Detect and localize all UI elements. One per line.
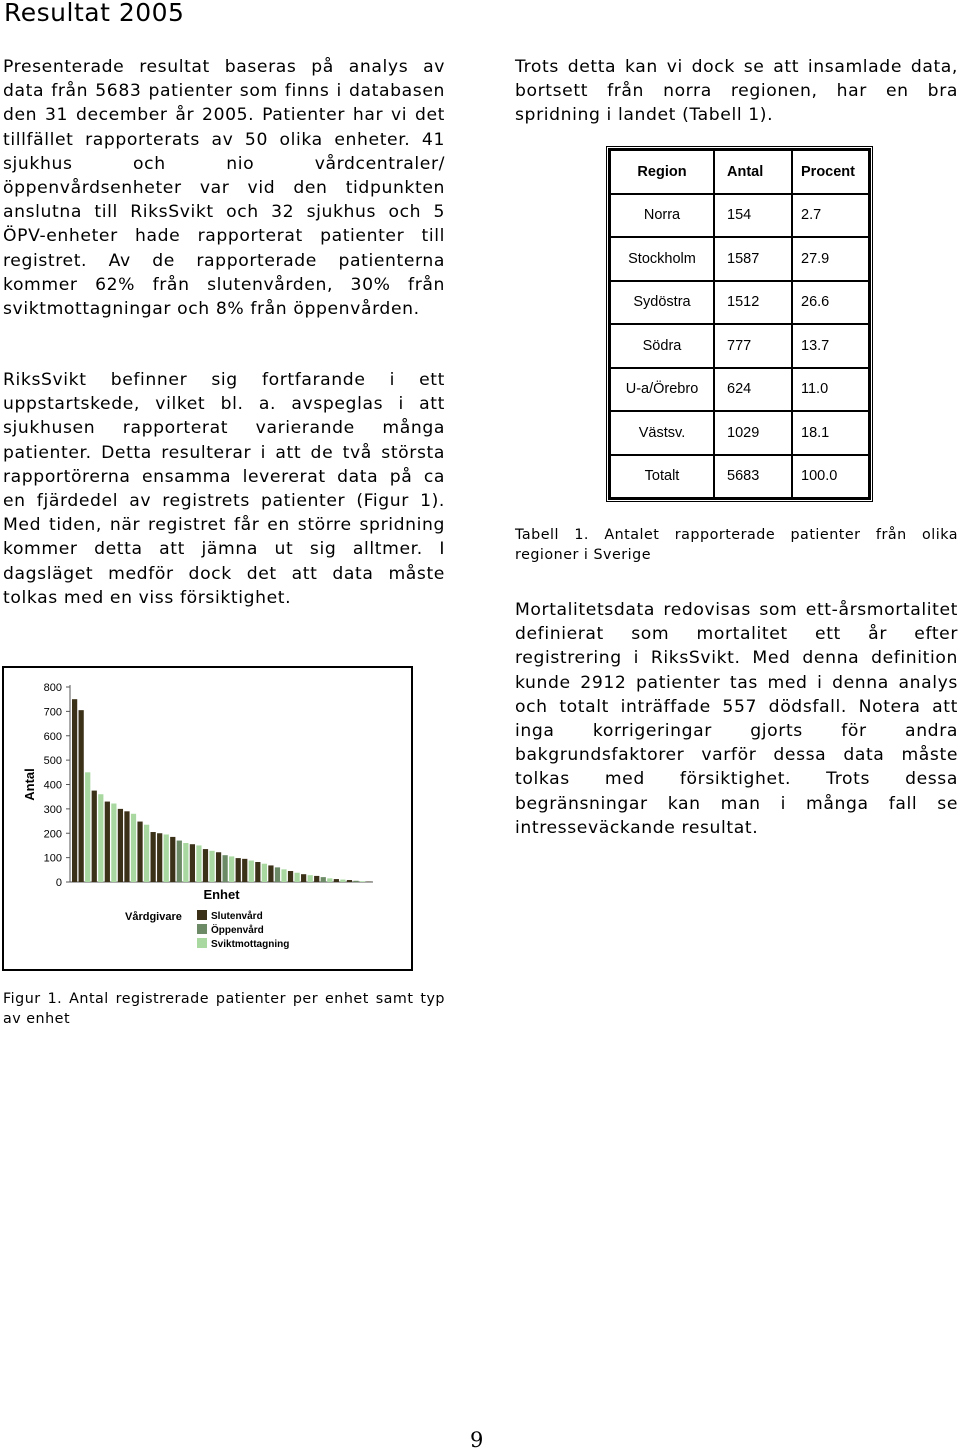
cell-procent: 26.6: [792, 281, 869, 325]
cell-antal: 154: [714, 194, 792, 238]
cell-region: Västsv.: [610, 411, 714, 455]
bar: [131, 814, 136, 882]
bar: [288, 871, 293, 882]
legend-swatch: [197, 910, 207, 920]
cell-region: Sydöstra: [610, 281, 714, 325]
y-tick-label: 400: [43, 779, 62, 792]
bar: [72, 699, 77, 882]
y-tick-label: 600: [43, 730, 62, 743]
legend-label: Öppenvård: [211, 925, 264, 936]
bar: [105, 802, 110, 882]
bar: [79, 710, 84, 882]
table-row: [610, 324, 869, 368]
page-title: Resultat 2005: [4, 0, 185, 27]
bar: [262, 864, 267, 882]
legend-swatch: [197, 924, 207, 934]
cell-antal: 5683: [714, 455, 792, 499]
y-tick-label: 100: [43, 852, 62, 865]
y-tick-label: 200: [43, 828, 62, 841]
bar: [183, 843, 188, 882]
bar: [144, 825, 149, 882]
x-axis-label: Enhet: [203, 887, 240, 902]
legend-label: Sviktmottagning: [211, 939, 290, 950]
bar: [137, 822, 142, 882]
bar: [229, 856, 234, 882]
bar: [190, 844, 195, 882]
column-header-region: Region: [610, 150, 714, 194]
table-row: [610, 194, 869, 238]
bar: [203, 849, 208, 882]
bar: [118, 809, 123, 882]
cell-procent: 13.7: [792, 324, 869, 368]
mortality-paragraph: Mortalitetsdata redovisas som ett-årsmortalitet definierat som mortalitet ett år efter registrering i RiksSvikt. Med denna definition kunde 2912 patienter tas med i denna analys och totalt inträffade 557 dödsfall. Notera att inga korrigeringar gjorts för andra bakgrundsfaktorer varför dessa data måste tolkas med försiktighet. Trots dessa begränsningar kan man i många fall se intresseväckande resultat.: [515, 600, 958, 838]
y-tick-label: 0: [55, 877, 62, 889]
cell-region: Norra: [610, 194, 714, 238]
bar: [255, 862, 260, 882]
bar: [151, 832, 156, 882]
cell-procent: 11.0: [792, 368, 869, 412]
bar: [334, 879, 339, 882]
bar: [98, 794, 103, 882]
table-row: [610, 411, 869, 455]
y-axis-label: Antal: [22, 768, 37, 801]
region-paragraph: Trots detta kan vi dock se att insamlade data, bortsett från norra regionen, har en bra spridning i landet (Tabell 1).: [515, 57, 958, 126]
cell-antal: 1029: [714, 411, 792, 455]
legend-label: Slutenvård: [211, 911, 263, 922]
bar: [347, 880, 352, 882]
bar: [242, 859, 247, 882]
cell-antal: 1587: [714, 237, 792, 281]
bar: [164, 834, 169, 882]
table-row: [610, 281, 869, 325]
bar: [327, 878, 332, 882]
table-header-row: [610, 150, 869, 194]
y-tick-label: 800: [43, 682, 62, 694]
cell-procent: 27.9: [792, 237, 869, 281]
cell-procent: 100.0: [792, 455, 869, 499]
bar: [314, 876, 319, 882]
bar: [223, 855, 228, 882]
y-tick-label: 700: [43, 706, 62, 719]
startup-paragraph: RiksSvikt befinner sig fortfarande i ett uppstartskede, vilket bl. a. avspeglas i att sjukhusen rapporterat varierande många patienter. Detta resulterar i att de två största rapportörerna ensamma levererat data på ca en fjärdedel av registrets patienter (Figur 1). Med tiden, när registret får en större spridning kommer detta att jämna ut sig alltmer. I dagsläget medför dock det att data måste tolkas med en viss försiktighet.: [3, 370, 445, 608]
bar: [85, 772, 90, 882]
y-tick-label: 300: [43, 803, 62, 816]
bar: [353, 881, 358, 882]
bar: [294, 873, 299, 882]
page-number: 9: [470, 1428, 484, 1452]
cell-procent: 2.7: [792, 194, 869, 238]
cell-antal: 777: [714, 324, 792, 368]
bar: [321, 877, 326, 882]
bar: [236, 858, 241, 882]
legend-swatch: [197, 938, 207, 948]
figure-caption: Figur 1. Antal registrerade patienter per enhet samt typ av enhet: [3, 991, 445, 1027]
cell-antal: 1512: [714, 281, 792, 325]
table-row: [610, 237, 869, 281]
cell-region: Stockholm: [610, 237, 714, 281]
bar: [360, 881, 365, 882]
column-header-procent: Procent: [792, 150, 869, 194]
bar-chart: [3, 667, 414, 972]
region-table: [608, 148, 871, 500]
y-tick-label: 500: [43, 755, 62, 768]
bar: [170, 837, 175, 882]
bar: [216, 852, 221, 882]
bar: [209, 851, 214, 882]
cell-region: Totalt: [610, 455, 714, 499]
bar: [340, 880, 345, 882]
cell-region: Södra: [610, 324, 714, 368]
figure-1-chart: [2, 666, 413, 971]
bar: [92, 791, 97, 882]
bar: [249, 861, 254, 882]
column-header-antal: Antal: [714, 150, 792, 194]
bar: [196, 845, 201, 882]
table-row: [610, 455, 869, 499]
bar: [111, 804, 116, 882]
bar: [281, 869, 286, 882]
bar: [308, 875, 313, 882]
table-caption: Tabell 1. Antalet rapporterade patienter från olika regioner i Sverige: [515, 527, 958, 563]
legend-title: Vårdgivare: [125, 911, 182, 923]
bar: [124, 811, 129, 882]
bar: [177, 841, 182, 882]
cell-antal: 624: [714, 368, 792, 412]
intro-paragraph: Presenterade resultat baseras på analys av data från 5683 patienter som finns i databasen den 31 december år 2005. Patienter har vi det tillfället rapporterats av 50 olika enheter. 41 sjukhus och nio vårdcentraler/öppenvårdsenheter var vid den tidpunkten anslutna till RiksSvikt och 32 sjukhus och 5 ÖPV-enheter hade rapporterat patienter till registret. Av de rapporterade patienterna kommer 62% från slutenvården, 30% från sviktmottagningar och 8% från öppenvården.: [3, 57, 445, 320]
bar: [301, 874, 306, 882]
bar: [275, 867, 280, 882]
bar: [157, 833, 162, 882]
bar: [268, 865, 273, 882]
cell-region: U-a/Örebro: [610, 368, 714, 412]
cell-procent: 18.1: [792, 411, 869, 455]
table-row: [610, 368, 869, 412]
